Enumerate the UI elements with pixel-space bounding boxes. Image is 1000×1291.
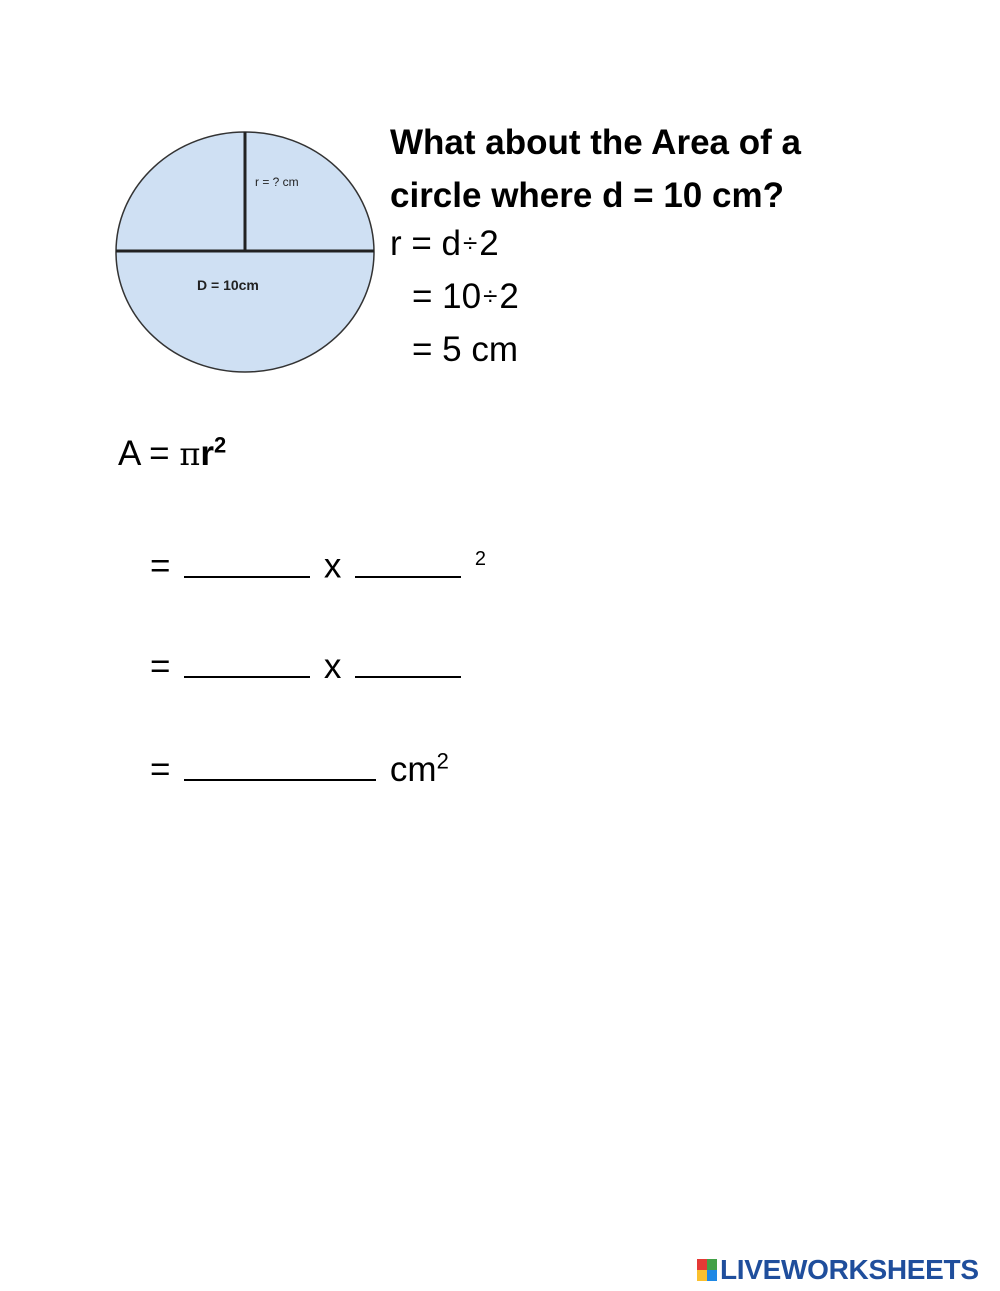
logo-mark-icon (697, 1259, 717, 1281)
question-line-2: circle where d = 10 cm? (390, 176, 784, 215)
answer-blank[interactable] (184, 646, 310, 678)
liveworksheets-logo (697, 1255, 979, 1285)
radius-label: r = ? cm (255, 175, 299, 189)
answer-blank[interactable] (184, 749, 376, 781)
circle-diagram (112, 126, 382, 378)
diameter-label: D = 10cm (197, 277, 259, 293)
answer-blank[interactable] (355, 546, 461, 578)
logo-text: LIVEWORKSHEETS (720, 1254, 979, 1285)
divide-symbol: ÷ (483, 281, 498, 311)
radius-step-3: = 5 cm (412, 330, 519, 369)
working-line-3: = $cm^2$ (150, 748, 449, 789)
working-line-2: = x (150, 646, 465, 684)
working-line-1: = x $^2$ (150, 546, 487, 586)
radius-step-1: r = d÷2 (390, 224, 499, 263)
area-formula: $A = \pi r^2$ (118, 432, 227, 473)
radius-step-2: = 10÷2 (412, 277, 519, 316)
question-line-1: What about the Area of a (390, 123, 801, 162)
pi-symbol: π (179, 435, 201, 473)
answer-blank[interactable] (355, 646, 461, 678)
question-text (390, 116, 801, 222)
answer-blank[interactable] (184, 546, 310, 578)
divide-symbol: ÷ (463, 228, 478, 258)
